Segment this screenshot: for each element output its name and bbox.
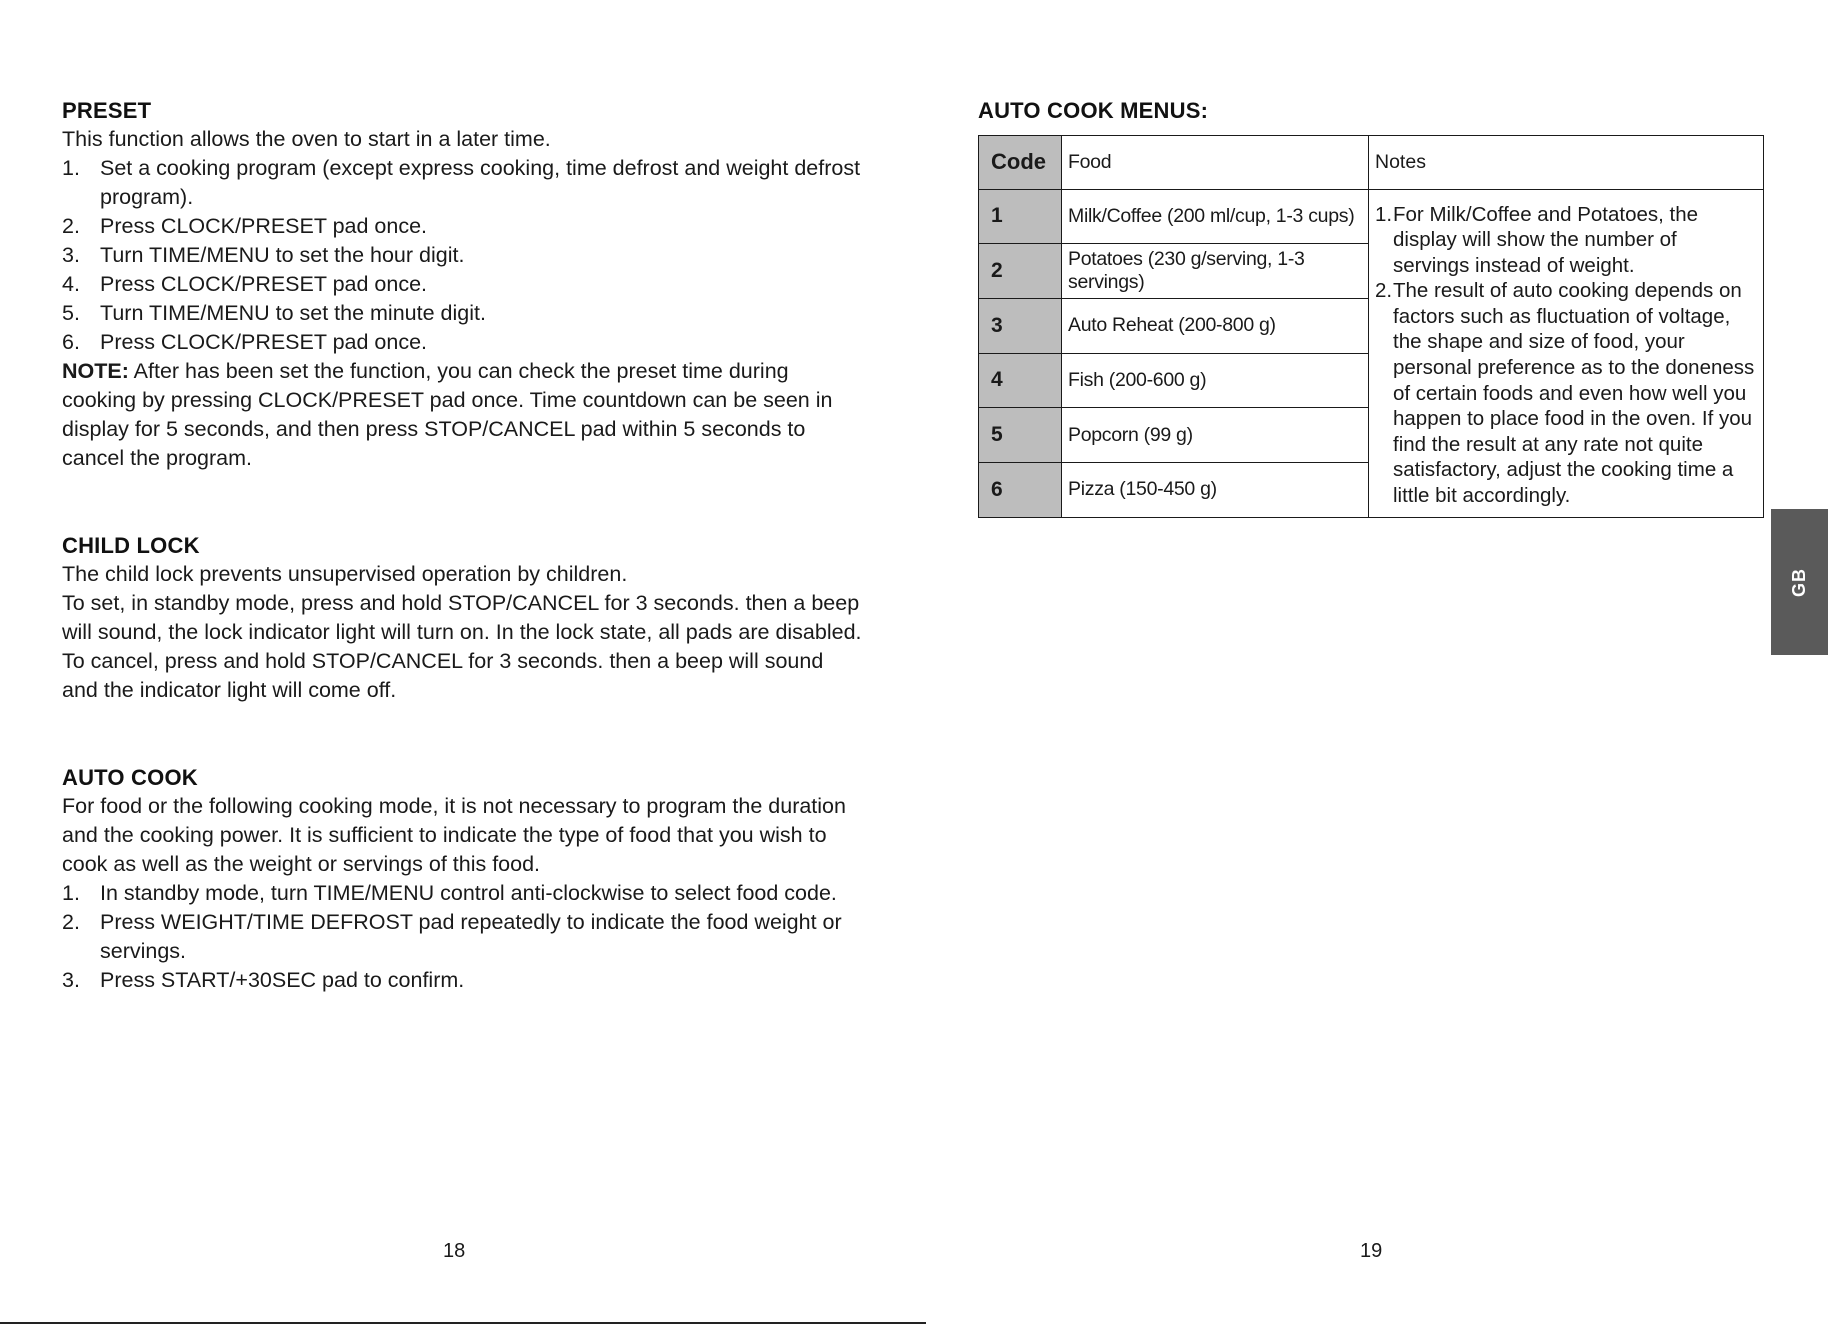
preset-steps	[62, 154, 862, 357]
row-food: Potatoes (230 g/serving, 1-3 servings)	[1062, 244, 1369, 299]
note-number: 2.	[1375, 279, 1393, 303]
step-number: 2.	[62, 910, 80, 934]
child-lock-heading: CHILD LOCK	[62, 533, 200, 558]
step-number: 1.	[62, 156, 80, 180]
note-text: The result of auto cooking depends on factors such as fluctuation of voltage, the shape and size of food, your personal preference as to the doneness of certain foods and even how well you happen to place food in the oven. If you find the result at any rate not quite satisfactory, adjust the cooking time a little bit accordingly.	[1393, 279, 1755, 508]
list-item	[62, 270, 862, 299]
child-lock-line-3: To cancel, press and hold STOP/CANCEL for 3 seconds. then a beep will sound and the indicator light will come off.	[62, 649, 824, 702]
row-food: Auto Reheat (200-800 g)	[1062, 298, 1369, 353]
row-code: 4	[979, 353, 1062, 408]
note-label: NOTE:	[62, 359, 129, 383]
child-lock-line-1: The child lock prevents unsupervised operation by children.	[62, 562, 628, 586]
list-item	[62, 908, 862, 966]
step-number: 2.	[62, 214, 80, 238]
header-code: Code	[979, 136, 1062, 190]
auto-cook-menus-heading: AUTO COOK MENUS:	[978, 98, 1209, 123]
step-text: Turn TIME/MENU to set the minute digit.	[100, 301, 486, 325]
header-notes: Notes	[1369, 136, 1764, 190]
header-food: Food	[1062, 136, 1369, 190]
child-lock-line-2: To set, in standby mode, press and hold STOP/CANCEL for 3 seconds. then a beep will sound, the lock indicator light will turn on. In the lock state, all pads are disabled.	[62, 591, 862, 644]
step-text: Press START/+30SEC pad to confirm.	[100, 968, 465, 992]
child-lock-section	[62, 531, 862, 705]
list-item	[62, 966, 862, 995]
step-text: Press CLOCK/PRESET pad once.	[100, 214, 428, 238]
notes-cell	[1369, 189, 1764, 517]
step-number: 1.	[62, 881, 80, 905]
auto-cook-menu-table	[978, 135, 1764, 518]
row-code: 3	[979, 298, 1062, 353]
step-number: 3.	[62, 968, 80, 992]
step-number: 4.	[62, 272, 80, 296]
page-number-right: 19	[1360, 1240, 1383, 1262]
language-tab-label: GB	[1789, 567, 1809, 597]
auto-cook-steps	[62, 879, 862, 995]
left-page	[62, 96, 862, 1053]
list-item	[62, 328, 862, 357]
table-row	[979, 189, 1764, 244]
table-header-row	[979, 136, 1764, 190]
list-item	[62, 299, 862, 328]
step-text: Press CLOCK/PRESET pad once.	[100, 330, 428, 354]
preset-heading: PRESET	[62, 98, 152, 123]
row-code: 2	[979, 244, 1062, 299]
step-text: Press CLOCK/PRESET pad once.	[100, 272, 428, 296]
row-code: 1	[979, 189, 1062, 244]
note-text: After has been set the function, you can check the preset time during cooking by pressing CLOCK/PRESET pad once. Time countdown can be seen in display for 5 seconds, and then press STOP/CANCEL pad within 5 seconds to cancel the program.	[62, 359, 833, 470]
auto-cook-intro: For food or the following cooking mode, it is not necessary to program the duration and the cooking power. It is sufficient to indicate the type of food that you wish to cook as well as the weight or servings of this food.	[62, 794, 846, 876]
row-food: Milk/Coffee (200 ml/cup, 1-3 cups)	[1062, 189, 1369, 244]
step-number: 5.	[62, 301, 80, 325]
step-text: Turn TIME/MENU to set the hour digit.	[100, 243, 465, 267]
list-item	[62, 154, 862, 212]
note-item	[1375, 202, 1757, 279]
language-tab	[1771, 509, 1828, 655]
list-item	[62, 879, 862, 908]
auto-cook-heading: AUTO COOK	[62, 765, 198, 790]
note-number: 1.	[1375, 202, 1393, 226]
step-text: In standby mode, turn TIME/MENU control anti-clockwise to select food code.	[100, 881, 837, 905]
step-number: 3.	[62, 243, 80, 267]
row-code: 6	[979, 462, 1062, 517]
note-item	[1375, 278, 1757, 508]
auto-cook-section	[62, 763, 862, 995]
row-code: 5	[979, 408, 1062, 463]
right-page	[978, 96, 1768, 518]
step-number: 6.	[62, 330, 80, 354]
page-number-left: 18	[443, 1240, 466, 1262]
step-text: Set a cooking program (except express cooking, time defrost and weight defrost program).	[100, 156, 861, 209]
row-food: Fish (200-600 g)	[1062, 353, 1369, 408]
row-food: Pizza (150-450 g)	[1062, 462, 1369, 517]
list-item	[62, 241, 862, 270]
list-item	[62, 212, 862, 241]
preset-intro: This function allows the oven to start in a later time.	[62, 127, 551, 151]
row-food: Popcorn (99 g)	[1062, 408, 1369, 463]
preset-section	[62, 96, 862, 473]
preset-note	[62, 357, 862, 473]
note-text: For Milk/Coffee and Potatoes, the display will show the number of servings instead of weight.	[1393, 202, 1699, 277]
step-text: Press WEIGHT/TIME DEFROST pad repeatedly to indicate the food weight or servings.	[100, 910, 842, 963]
